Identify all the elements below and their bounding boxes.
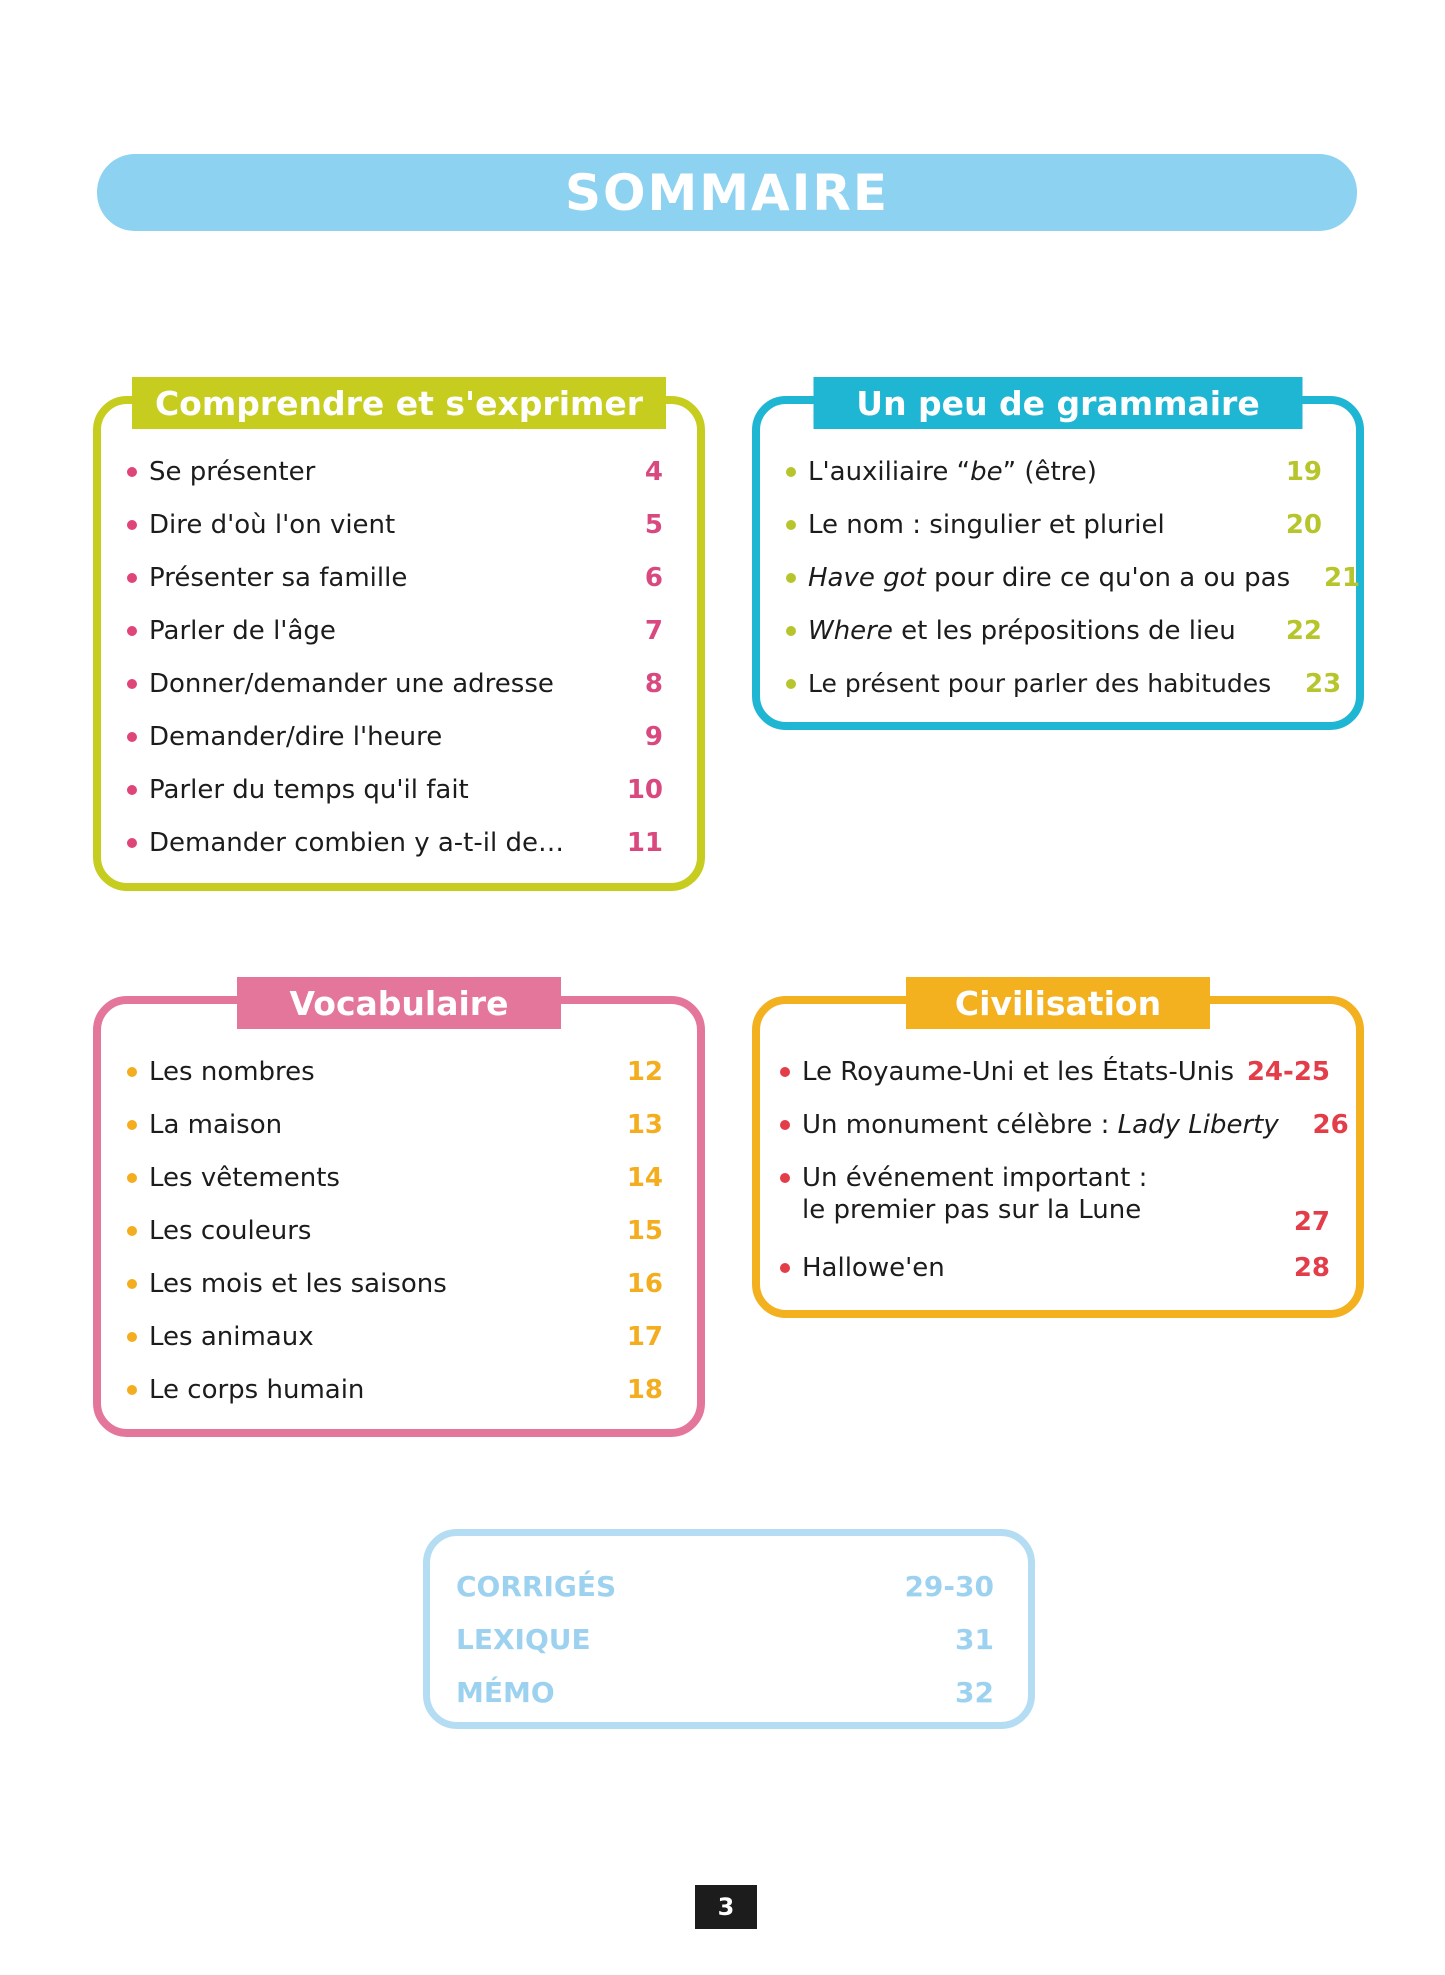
toc-item-text: Les vêtements [149,1163,340,1193]
toc-item-page: 19 [1285,457,1322,487]
section-grammaire [752,383,1364,730]
toc-item-text: Parler du temps qu'il fait [149,775,469,805]
section-extras [423,1529,1035,1729]
toc-item-page: 21 [1323,563,1361,593]
section-civilisation-label: Civilisation [906,977,1210,1029]
bullet-icon [127,1120,137,1130]
bullet-icon [127,573,137,583]
extra-page: 32 [955,1676,994,1709]
bullet-icon [780,1173,790,1183]
bullet-icon [127,467,137,477]
toc-item[interactable] [127,1321,663,1374]
toc-item[interactable] [127,456,663,509]
bullet-icon [786,573,796,583]
toc-item-text: Le corps humain [149,1375,365,1405]
toc-item-page: 13 [626,1110,663,1140]
toc-item-page: 9 [644,722,663,752]
toc-item[interactable] [780,1252,1330,1305]
toc-item-page: 15 [626,1216,663,1246]
toc-item-page: 11 [626,828,663,858]
toc-item[interactable] [127,827,663,880]
toc-item-text: Demander combien y a-t-il de… [149,828,564,858]
toc-item-page: 20 [1285,510,1322,540]
toc-item[interactable] [127,668,663,721]
toc-item-text: Les animaux [149,1322,314,1352]
section-comprendre [93,383,705,891]
bullet-icon [780,1263,790,1273]
section-grammaire-label: Un peu de grammaire [814,377,1303,429]
page-number: 3 [695,1885,757,1929]
section-comprendre-label: Comprendre et s'exprimer [132,377,666,429]
bullet-icon [127,732,137,742]
toc-item[interactable] [127,1109,663,1162]
bullet-icon [780,1120,790,1130]
toc-item-page: 24-25 [1246,1057,1330,1087]
toc-item-page: 16 [626,1269,663,1299]
toc-item[interactable] [127,1215,663,1268]
toc-item[interactable] [780,1056,1330,1109]
toc-item-text: Un événement important : le premier pas sur la Lune [802,1163,1148,1225]
toc-item-text: Demander/dire l'heure [149,722,443,752]
page-title: SOMMAIRE [565,163,889,222]
toc-item[interactable] [780,1162,1330,1252]
toc-item[interactable] [127,615,663,668]
toc-item-page: 14 [626,1163,663,1193]
toc-item-text: Where et les prépositions de lieu [808,616,1236,646]
toc-item-text: Les mois et les saisons [149,1269,447,1299]
toc-item-text: Le présent pour parler des habitudes [808,669,1272,698]
toc-item-page: 6 [644,563,663,593]
toc-item-text: Le nom : singulier et pluriel [808,510,1165,540]
toc-item[interactable] [127,562,663,615]
bullet-icon [127,679,137,689]
bullet-icon [127,1173,137,1183]
title-banner [97,154,1357,231]
bullet-icon [127,626,137,636]
toc-item[interactable] [786,668,1342,721]
toc-item-text: Les couleurs [149,1216,312,1246]
bullet-icon [127,785,137,795]
bullet-icon [127,1067,137,1077]
toc-item-text: Un monument célèbre : Lady Liberty [802,1110,1279,1140]
toc-item[interactable] [127,1268,663,1321]
toc-item-text: Donner/demander une adresse [149,669,554,699]
toc-item[interactable] [780,1109,1349,1162]
toc-item-page: 23 [1304,669,1342,699]
toc-item-text: L'auxiliaire “be” (être) [808,457,1097,487]
bullet-icon [127,1279,137,1289]
toc-item-page: 27 [1293,1207,1330,1237]
toc-item[interactable] [127,1056,663,1109]
toc-item[interactable] [786,615,1322,668]
toc-item-page: 18 [626,1375,663,1405]
toc-item[interactable] [786,456,1322,509]
toc-item-text: Se présenter [149,457,316,487]
extra-item-memo[interactable] [456,1666,994,1719]
toc-item-page: 12 [626,1057,663,1087]
extra-label: LEXIQUE [456,1623,591,1656]
toc-item-text: Présenter sa famille [149,563,408,593]
section-vocabulaire [93,983,705,1437]
extra-label: CORRIGÉS [456,1570,617,1603]
section-civilisation [752,983,1364,1318]
bullet-icon [127,1385,137,1395]
toc-item-text: Hallowe'en [802,1253,945,1283]
toc-item-text: Le Royaume-Uni et les États-Unis [802,1057,1235,1087]
bullet-icon [127,838,137,848]
bullet-icon [786,467,796,477]
toc-item[interactable] [786,562,1361,615]
toc-item-text: Have got pour dire ce qu'on a ou pas [808,563,1291,593]
section-vocabulaire-label: Vocabulaire [237,977,561,1029]
extra-page: 29-30 [904,1570,994,1603]
toc-item-page: 7 [644,616,663,646]
toc-item[interactable] [127,774,663,827]
toc-item-page: 8 [644,669,663,699]
toc-item-page: 5 [644,510,663,540]
bullet-icon [786,679,796,689]
toc-item-text: Dire d'où l'on vient [149,510,396,540]
toc-item[interactable] [127,1162,663,1215]
bullet-icon [786,520,796,530]
extra-label: MÉMO [456,1676,555,1709]
extra-page: 31 [955,1623,994,1656]
toc-item[interactable] [127,721,663,774]
toc-item-text: La maison [149,1110,283,1140]
toc-item-page: 4 [644,457,663,487]
toc-item-page: 10 [626,775,663,805]
toc-item-text: Les nombres [149,1057,315,1087]
toc-item[interactable] [127,509,663,562]
toc-item-page: 17 [626,1322,663,1352]
toc-item[interactable] [786,509,1322,562]
extra-item-corriges[interactable] [456,1560,994,1613]
toc-item[interactable] [127,1374,663,1427]
extra-item-lexique[interactable] [456,1613,994,1666]
toc-item-page: 26 [1312,1110,1349,1140]
bullet-icon [127,520,137,530]
bullet-icon [127,1332,137,1342]
toc-item-text: Parler de l'âge [149,616,336,646]
toc-item-page: 22 [1285,616,1322,646]
toc-item-page: 28 [1293,1253,1330,1283]
bullet-icon [780,1067,790,1077]
bullet-icon [786,626,796,636]
bullet-icon [127,1226,137,1236]
